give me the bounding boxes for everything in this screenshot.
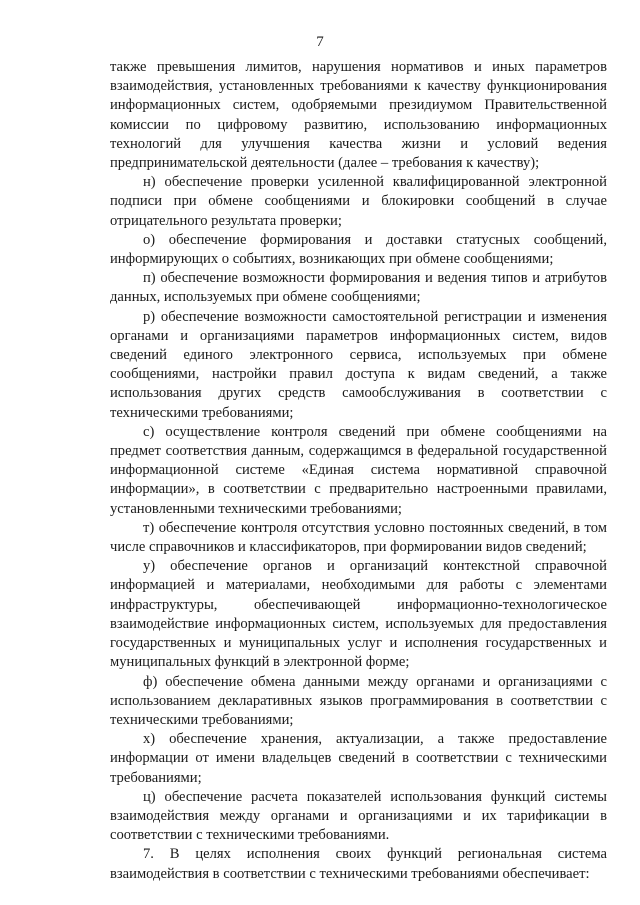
paragraph-item-o: о) обеспечение формирования и доставки статусных сообщений, информирующих о событиях, возникающих при обмене сообщениями; [110, 231, 607, 268]
paragraph-section-7: 7. В целях исполнения своих функций региональная система взаимодействия в соответствии с техническими требованиями обеспечивает: [110, 846, 607, 882]
paragraph-item-u: у) обеспечение органов и организаций контекстной справочной информацией и материалами, необходимыми для работы с элементами инфраструктуры, обеспечивающей информационно-технологическое взаимодействие информационных систем, используемых для предоставления государственных и муниципальных услуг и исполнения государственных и муниципальных функций в электронной форме; [110, 558, 607, 671]
paragraph-item-r: р) обеспечение возможности самостоятельной регистрации и изменения органами и организациями параметров информационных систем, видов сведений единого электронного сервиса, используемых при обмене сообщениями, настройки правил доступа к видам сведений, а также использования других средств самообслуживания в соответствии с техническими требованиями; [110, 308, 607, 421]
paragraph-item-t: т) обеспечение контроля отсутствия условно постоянных сведений, в том числе справочников и классификаторов, при формировании видов сведений; [110, 519, 607, 556]
page-number: 7 [316, 34, 324, 50]
paragraph-item-s: с) осуществление контроля сведений при обмене сообщениями на предмет соответствия данным, содержащимся в федеральной государственной информационной системе «Единая система нормативной справочной информации», в соответствии с предварительно настроенными правилами, установленными техническими требованиями; [110, 423, 607, 517]
paragraph-item-n: н) обеспечение проверки усиленной квалифицированной электронной подписи при обмене сообщениями и блокировки сообщений в случае отрицательного результата проверки; [110, 174, 607, 229]
paragraph-item-kh: х) обеспечение хранения, актуализации, а также предоставление информации от имени владельцев сведений в соответствии с техническими требованиями; [110, 731, 607, 786]
paragraph-item-ts: ц) обеспечение расчета показателей использования функций системы взаимодействия между органами и организациями и их тарификации в соответствии с техническими требованиями. [110, 788, 607, 844]
paragraph-continuation: также превышения лимитов, нарушения нормативов и иных параметров взаимодействия, установленных требованиями к качеству функционирования информационных систем, одобряемыми президиумом Правительственной комиссии по цифровому развитию, использованию информационных технологий для улучшения качества жизни и условий ведения предпринимательской деятельности (далее – требования к качеству); [110, 59, 607, 172]
paragraph-item-f: ф) обеспечение обмена данными между органами и организациями с использованием декларативных языков программирования в соответствии с техническими требованиями; [110, 673, 607, 728]
paragraph-item-p: п) обеспечение возможности формирования и ведения типов и атрибутов данных, используемых при обмене сообщениями; [110, 270, 607, 306]
document-body [110, 58, 607, 884]
